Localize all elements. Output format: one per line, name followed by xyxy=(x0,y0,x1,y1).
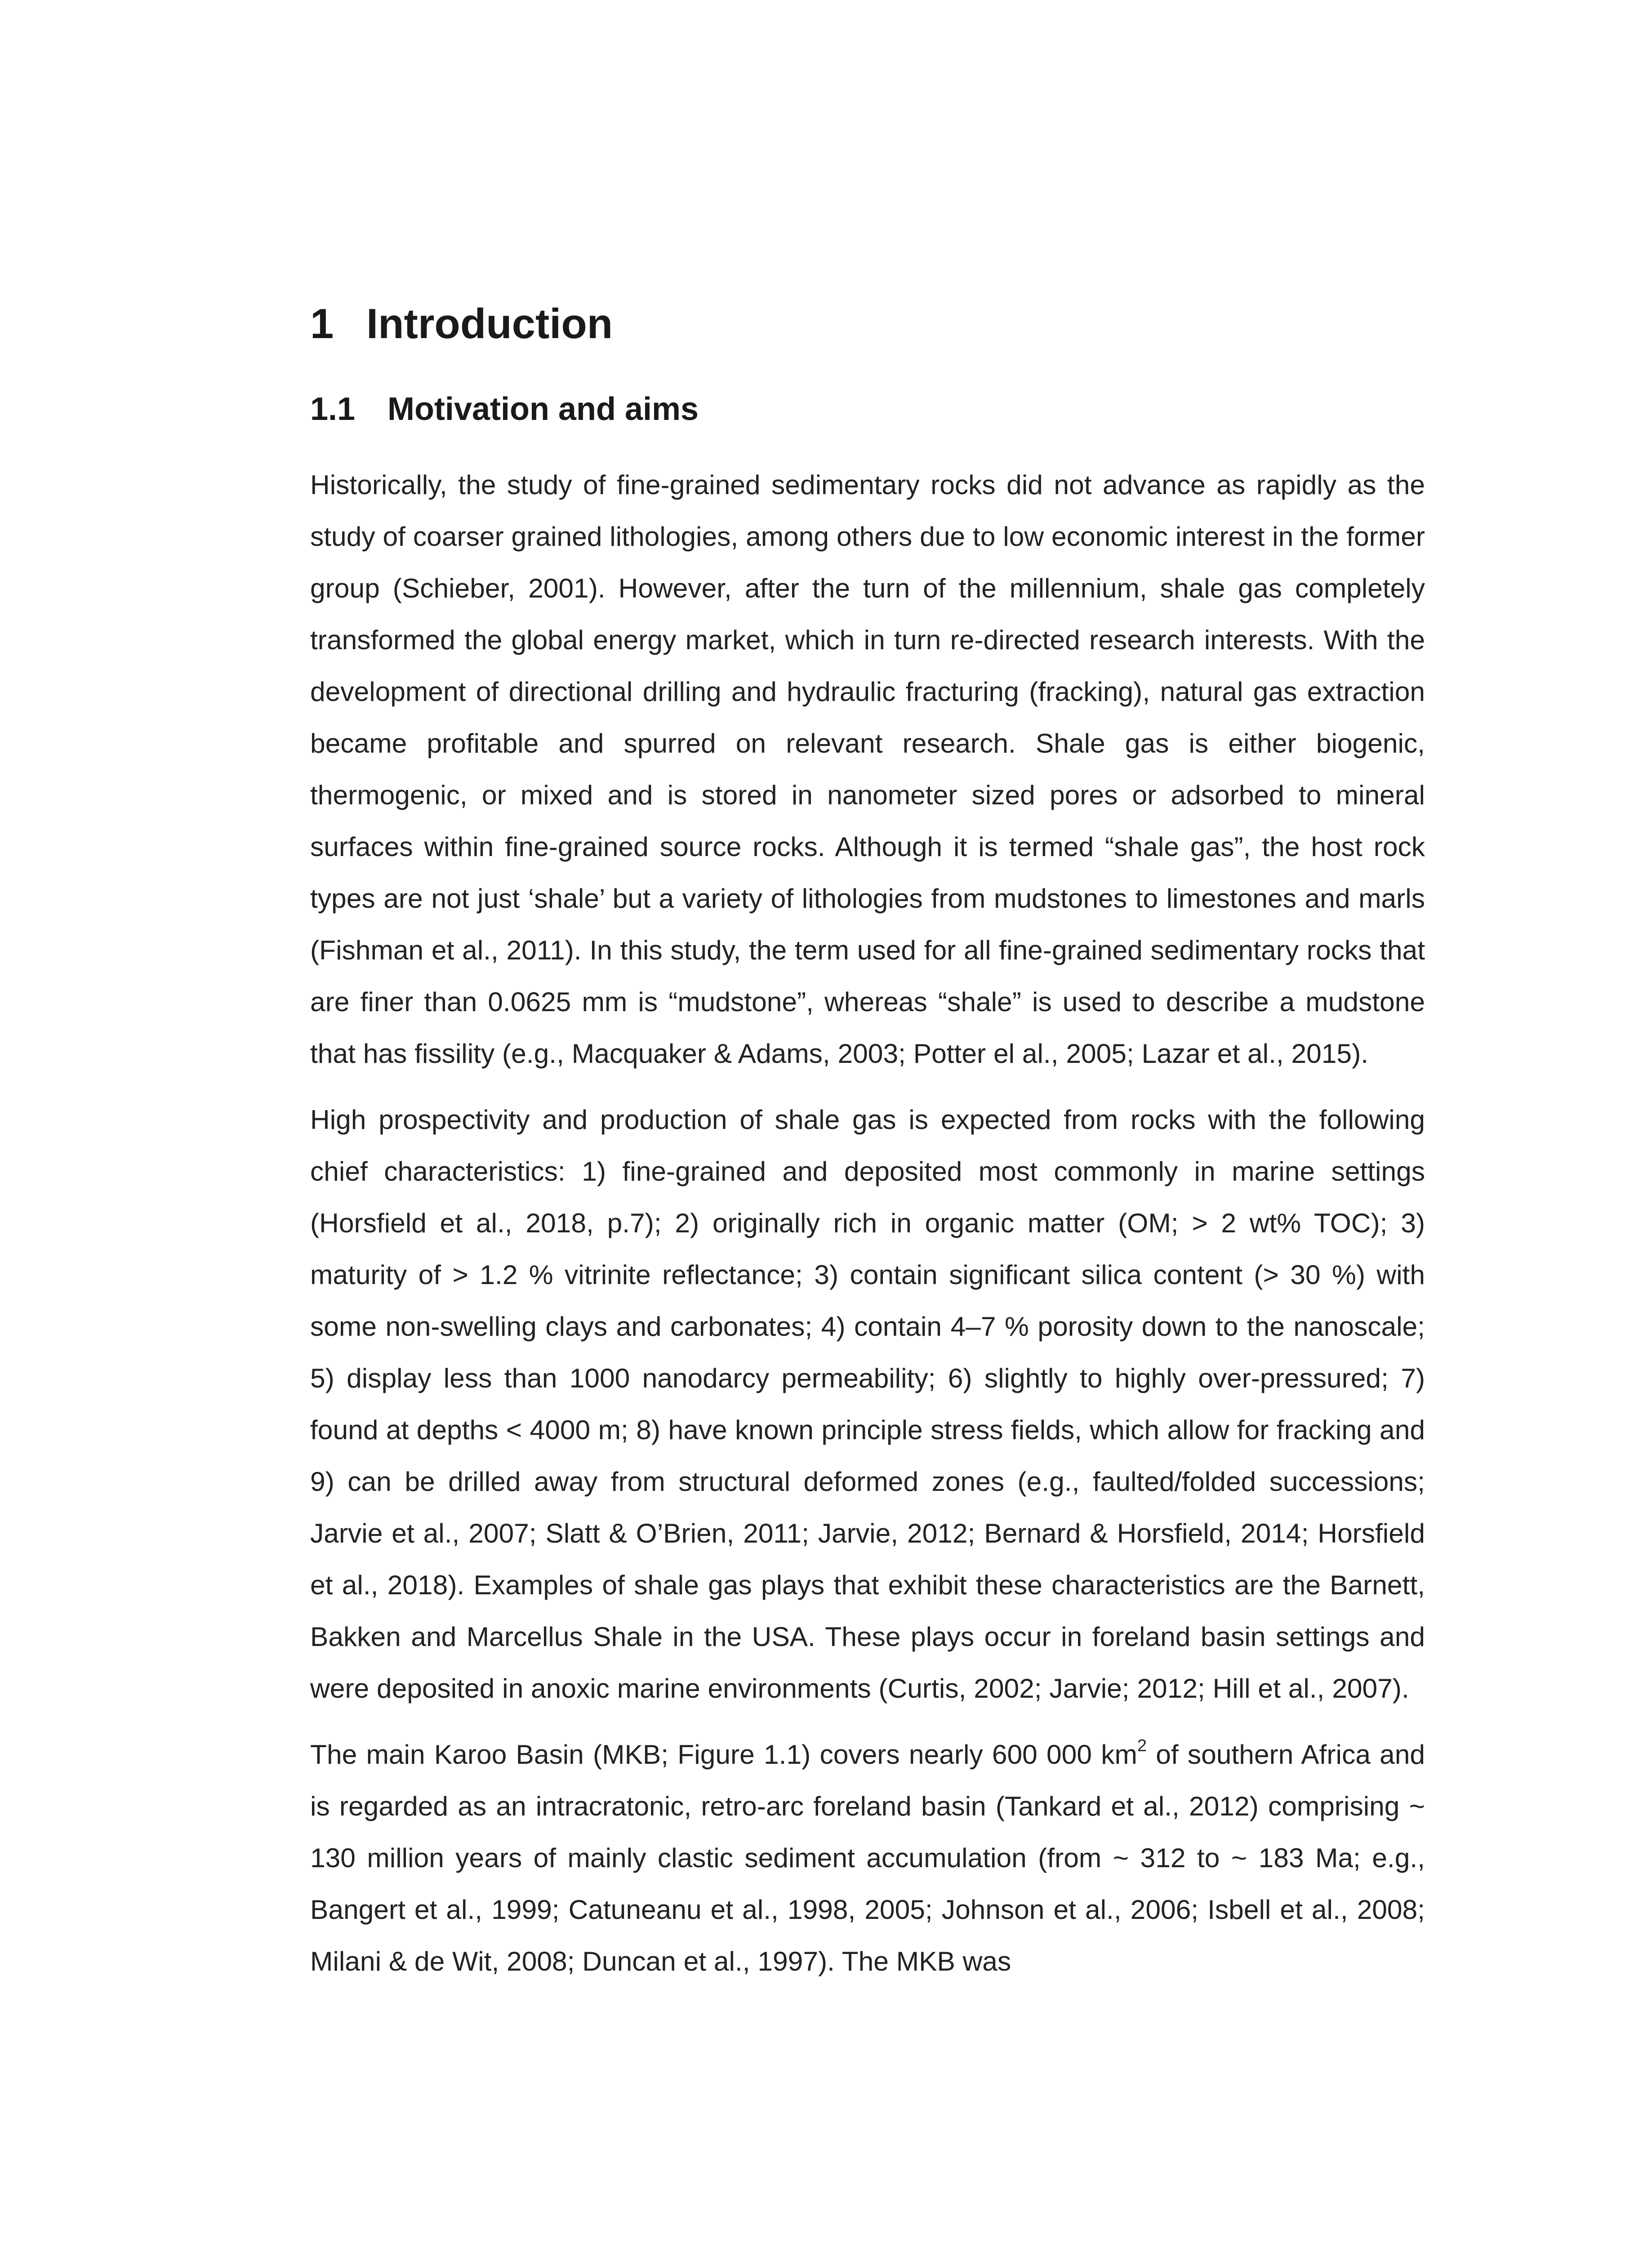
paragraph-1: Historically, the study of fine-grained sedimentary rocks did not advance as rapidly as the study of coarser grained lithologies, among others due to low economic interest in the former group (Schieber, 2001). However, after the turn of the millennium, shale gas completely transformed the global energy market, which in turn re-directed research interests. With the development of directional drilling and hydraulic fracturing (fracking), natural gas extraction became profitable and spurred on relevant research. Shale gas is either biogenic, thermogenic, or mixed and is stored in nanometer sized pores or adsorbed to mineral surfaces within fine-grained source rocks. Although it is termed “shale gas”, the host rock types are not just ‘shale’ but a variety of lithologies from mudstones to limestones and marls (Fishman et al., 2011). In this study, the term used for all fine-grained sedimentary rocks that are finer than 0.0625 mm is “mudstone”, whereas “shale” is used to describe a mudstone that has fissility (e.g., Macquaker & Adams, 2003; Potter el al., 2005; Lazar et al., 2015). xyxy=(310,469,1425,1069)
chapter-heading xyxy=(310,297,1425,351)
chapter-number: 1 xyxy=(310,300,334,347)
paragraph-2: High prospectivity and production of shale gas is expected from rocks with the following chief characteristics: 1) fine-grained and deposited most commonly in marine settings (Horsfield et al., 2018, p.7); 2) originally rich in organic matter (OM; > 2 wt% TOC); 3) maturity of > 1.2 % vitrinite reflectance; 3) contain significant silica content (> 30 %) with some non-swelling clays and carbonates; 4) contain 4–7 % porosity down to the nanoscale; 5) display less than 1000 nanodarcy permeability; 6) slightly to highly over-pressured; 7) found at depths < 4000 m; 8) have known principle stress fields, which allow for fracking and 9) can be drilled away from structural deformed zones (e.g., faulted/folded successions; Jarvie et al., 2007; Slatt & O’Brien, 2011; Jarvie, 2012; Bernard & Horsfield, 2014; Horsfield et al., 2018). Examples of shale gas plays that exhibit these characteristics are the Barnett, Bakken and Marcellus Shale in the USA. These plays occur in foreland basin settings and were deposited in anoxic marine environments (Curtis, 2002; Jarvie; 2012; Hill et al., 2007). xyxy=(310,1104,1425,1704)
superscript-2: 2 xyxy=(1137,1736,1147,1755)
paragraph-3-text-start: The main Karoo Basin (MKB; Figure 1.1) covers nearly 600 000 km xyxy=(310,1739,1137,1770)
paragraph-3 xyxy=(310,1729,1425,1987)
chapter-title: Introduction xyxy=(366,300,613,347)
section-heading xyxy=(310,388,1425,431)
paragraph-3-text-end: of southern Africa and is regarded as an intracratonic, retro-arc foreland basin (Tankard et al., 2012) comprising ~ 130 million years of mainly clastic sediment accumulation (from ~ 312 to ~ 183 Ma; e.g., Bangert et al., 1999; Catuneanu et al., 1998, 2005; Johnson et al., 2006; Isbell et al., 2008; Milani & de Wit, 2008; Duncan et al., 1997). The MKB was xyxy=(310,1739,1425,1976)
page-content xyxy=(310,297,1425,1987)
section-number: 1.1 xyxy=(310,391,356,427)
section-title: Motivation and aims xyxy=(387,391,699,427)
